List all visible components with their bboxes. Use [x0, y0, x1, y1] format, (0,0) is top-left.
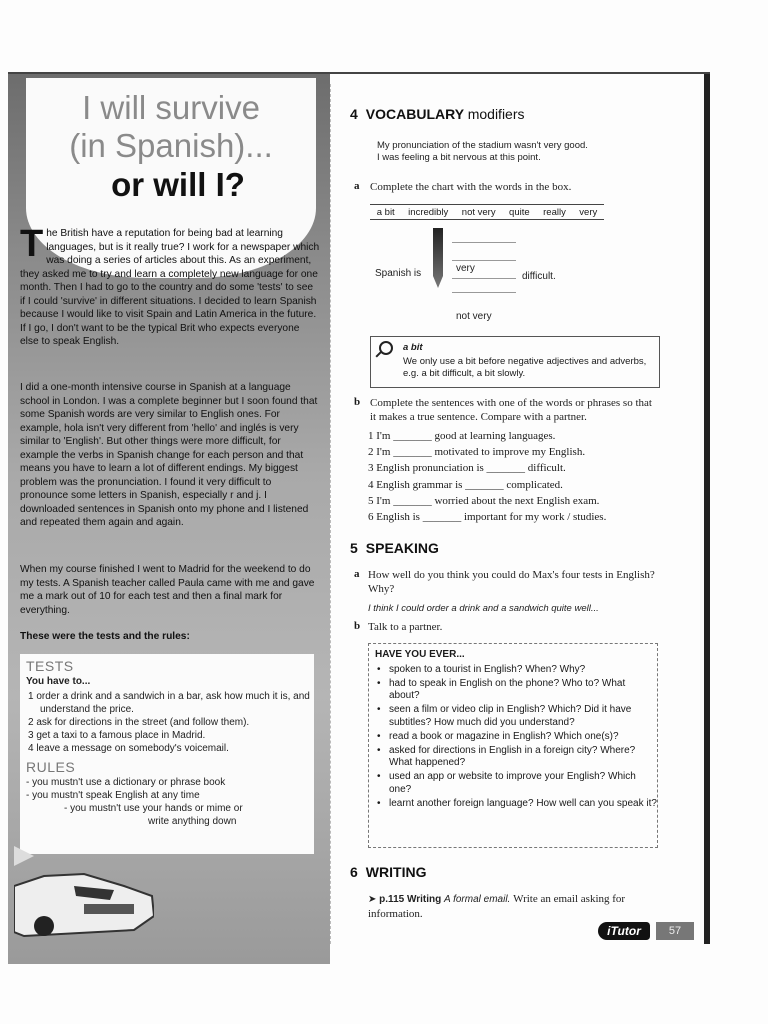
exercise-a-instruction: Complete the chart with the words in the box.	[370, 181, 572, 193]
chart-very-label: very	[456, 263, 475, 274]
test-item: 3 get a taxi to a famous place in Madrid.	[28, 730, 206, 741]
note-box	[370, 336, 660, 388]
chart-blank-line	[452, 278, 516, 279]
rules-heading: RULES	[26, 759, 76, 775]
article-text-1: he British have a reputation for being bad at learning languages, but is it really true? I work for a newspaper which was doing a series of articles about this. As an experiment, they asked me to try and learn a completely new language for one month. Then I had to go to the country and do some 'tests' to see if I could 'survive' in different situations. I decided to learn Spanish because I would like to visit Spain and Latin America in the future. If I go, I don't want to be the typical Brit who expects everyone else to speak English.	[20, 228, 320, 347]
article-paragraph-1	[20, 223, 320, 349]
section-number: 5	[350, 540, 358, 556]
rule-item: - you mustn't use your hands or mime or	[64, 803, 243, 814]
sentence-item: 3 English pronunciation is _______ difficult.	[368, 462, 566, 475]
magnifier-icon	[379, 341, 393, 355]
chart-left-label: Spanish is	[375, 268, 422, 279]
question-item: • spoken to a tourist in English? When? Why?	[375, 664, 657, 677]
rule-item: - you mustn't speak English at any time	[26, 790, 200, 801]
vocab-example-1: My pronunciation of the stadium wasn't very good.	[377, 140, 588, 151]
writing-task-title: A formal email.	[444, 894, 511, 905]
section-title: VOCABULARY	[365, 106, 464, 122]
tests-list	[26, 690, 314, 755]
chart-blank-line	[452, 260, 516, 261]
note-title: a bit	[403, 342, 423, 353]
tests-subheading: You have to...	[26, 676, 91, 687]
article-column	[8, 74, 330, 964]
sentence-item: 2 I'm _______ motivated to improve my English.	[368, 446, 586, 459]
sentence-item: 4 English grammar is _______ complicated.	[368, 478, 563, 491]
writing-task-text: Write an email asking for information.	[368, 893, 626, 920]
have-you-ever-box	[368, 643, 658, 848]
question-item: • had to speak in English on the phone? Who to? What about?	[375, 678, 657, 703]
question-item: • learnt another foreign language? How well can you speak it?	[375, 798, 657, 811]
question-item: • asked for directions in English in a foreign city? Where? What happened?	[375, 745, 657, 770]
article-paragraph-3: When my course finished I went to Madrid for the weekend to do my tests. A Spanish teacher called Paula came with me and gave me a mark out of 10 for each test and then a final mark for everything.	[20, 564, 315, 616]
word-box	[370, 204, 604, 220]
exercise-b-instruction: Complete the sentences with one of the words or phrases so that it makes a true sentence. Compare with a partner.	[370, 397, 652, 423]
exercise-label-a: a	[354, 180, 360, 192]
chart-notvery-label: not very	[456, 311, 492, 322]
page-number: 57	[656, 922, 694, 940]
column-divider	[330, 84, 332, 944]
exercise-label-b: b	[354, 396, 361, 408]
question-item: • seen a film or video clip in English? Which? Did it have subtitles? How much did you understand?	[375, 704, 657, 729]
test-item: 2 ask for directions in the street (and follow them).	[28, 717, 250, 728]
exercise-label-5b: b	[354, 620, 361, 632]
test-item: 4 leave a message on somebody's voicemail.	[28, 743, 229, 754]
rule-item: write anything down	[148, 816, 237, 827]
section-title: WRITING	[365, 864, 427, 880]
writing-page-ref[interactable]: p.115 Writing	[379, 894, 442, 905]
have-you-ever-list	[375, 664, 657, 811]
title-line-2: (in Spanish)...	[69, 127, 273, 164]
chart-right-label: difficult.	[522, 271, 556, 282]
arrow-icon: ➤	[368, 894, 377, 905]
rule-item: - you mustn't use a dictionary or phrase book	[26, 777, 226, 788]
word-box-item: a bit	[376, 206, 395, 218]
section-number: 6	[350, 864, 358, 880]
section-subtitle: modifiers	[467, 106, 525, 122]
sentence-item: 5 I'm _______ worried about the next English exam.	[368, 494, 600, 507]
note-text: We only use a bit before negative adjectives and adverbs, e.g. a bit difficult, a bit slowly.	[403, 356, 647, 379]
question-item: • read a book or magazine in English? Which one(s)?	[375, 731, 657, 744]
have-you-ever-title: HAVE YOU EVER...	[375, 649, 465, 660]
word-box-item: not very	[461, 206, 496, 218]
section-4-heading	[350, 106, 525, 122]
vocab-examples	[377, 140, 588, 164]
exercise-5a-example: I think I could order a drink and a sandwich quite well...	[368, 603, 599, 614]
section-number: 4	[350, 106, 358, 122]
sentence-list	[368, 428, 668, 525]
sentence-item: 1 I'm _______ good at learning languages.	[368, 430, 556, 442]
article-paragraph-2: I did a one-month intensive course in Spanish at a language school in London. I was a complete beginner but I soon found that some Spanish words are very similar to English ones. For example, hola isn't very different from 'hello' and inglés is very similar to 'English'. But other things were more difficult, for example the verbs in Spanish change for each person and that means you have to learn a lot of different endings. My biggest problem was the pronunciation. I found it very difficult to pronounce some letters in Spanish, especially r and j. I downloaded sentences in Spanish onto my phone and I listened and repeated them again and again.	[20, 382, 318, 528]
drop-cap: T	[20, 223, 44, 265]
exercise-5b-instruction: Talk to a partner.	[368, 621, 443, 633]
exercise-5a-instruction: How well do you think you could do Max's four tests in English? Why?	[368, 569, 655, 595]
word-box-item: very	[579, 206, 598, 218]
sentence-item: 6 English is _______ important for my work / studies.	[368, 511, 607, 524]
section-6-heading	[350, 864, 426, 880]
word-box-item: incredibly	[408, 206, 449, 218]
chart-blank-line	[452, 242, 516, 243]
writing-instruction	[368, 892, 668, 922]
page-edge-bar	[704, 74, 710, 944]
title-line-3: or will I?	[111, 166, 245, 203]
exercise-label-5a: a	[354, 568, 360, 580]
scale-arrow	[433, 228, 443, 288]
title-line-1: I will survive	[82, 89, 260, 126]
question-item: • used an app or website to improve your English? Which one?	[375, 771, 657, 796]
chart-blank-line	[452, 292, 516, 293]
tests-heading: TESTS	[26, 658, 74, 674]
section-5-heading	[350, 540, 439, 556]
vocab-example-2: I was feeling a bit nervous at this point.	[377, 152, 541, 163]
article-paragraph-4: These were the tests and the rules:	[20, 631, 190, 642]
test-item: 1 order a drink and a sandwich in a bar, ask how much it is, and understand the price.	[28, 691, 310, 715]
word-box-item: really	[543, 206, 566, 218]
word-box-item: quite	[509, 206, 530, 218]
section-title: SPEAKING	[365, 540, 439, 556]
itutor-badge[interactable]: iTutor	[598, 922, 650, 940]
tests-box	[20, 654, 314, 854]
car-image	[14, 846, 154, 940]
